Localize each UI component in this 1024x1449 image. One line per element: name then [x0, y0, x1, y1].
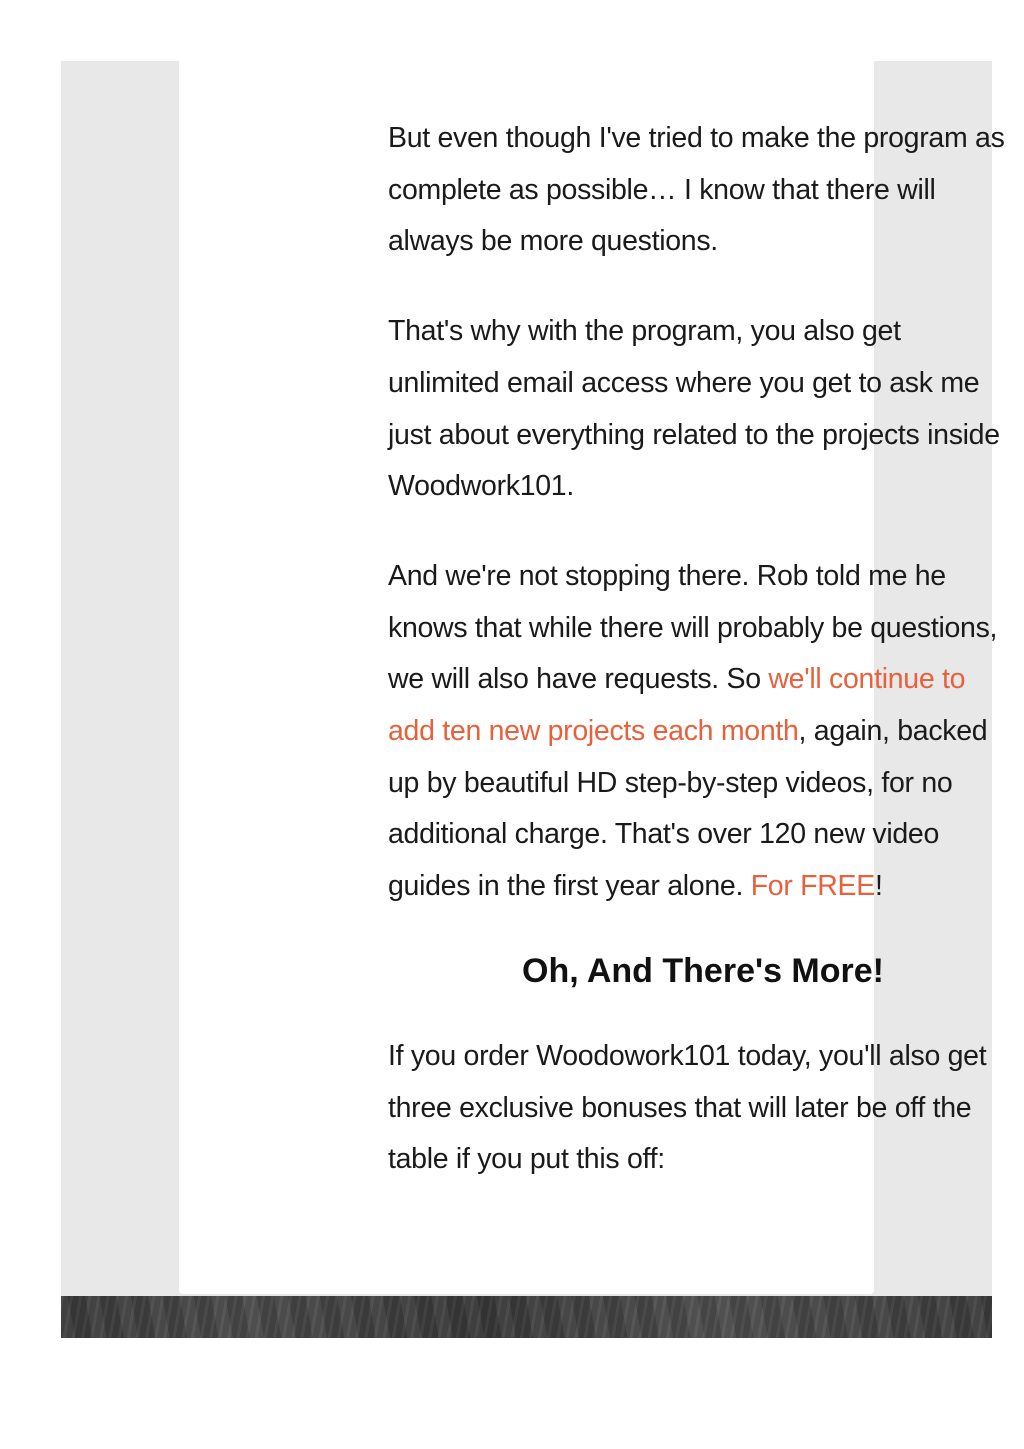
highlight-for-free: For FREE	[750, 870, 875, 903]
content-card	[179, 61, 1005, 1294]
paragraph-bonuses: If you order Woodowork101 today, you'll also get three exclusive bonuses that will later be off the table if you put this off:	[388, 1039, 987, 1176]
wood-texture-banner	[61, 1296, 992, 1338]
article-body	[388, 113, 1018, 1224]
paragraph-text: !	[874, 870, 883, 903]
paragraph-text: And we're not stopping there. Rob told me he knows that while there will probably be questions, we will also have requests. So	[388, 559, 998, 696]
section-heading: Oh, And There's More!	[522, 951, 884, 990]
paragraph-email-access: That's why with the program, you also get unlimited email access where you get to ask me just about everything related to the projects inside Woodwork101.	[388, 315, 1000, 503]
highlight-new-projects: we'll continue to add ten new projects each month	[388, 663, 966, 748]
paragraph-text: , again, backed up by beautiful HD step-by-step videos, for no additional charge. That's over 120 new video guides in the first year alone.	[388, 715, 988, 903]
paragraph-program-questions: But even though I've tried to make the program as complete as possible… I know that there will always be more questions.	[388, 122, 1005, 258]
paragraph-new-projects	[388, 551, 1018, 913]
